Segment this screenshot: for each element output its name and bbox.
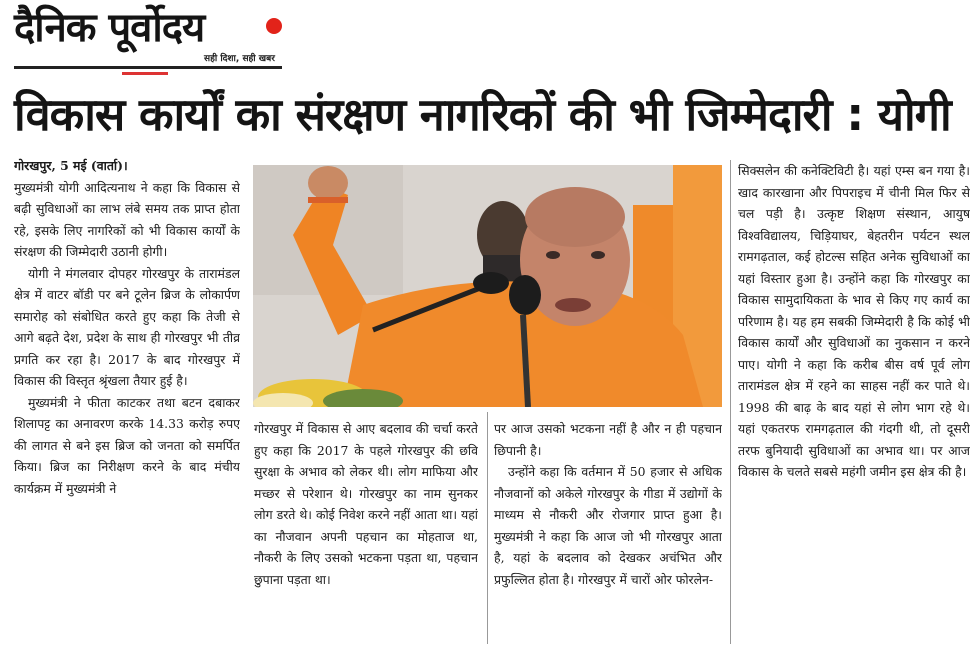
article-headline: विकास कार्यों का संरक्षण नागरिकों की भी जिम्मेदारी : योगी [14, 88, 951, 141]
article-paragraph: गोरखपुर में विकास से आए बदलाव की चर्चा करते हुए कहा कि 2017 के पहले गोरखपुर की छवि सुरक्षा के अभाव को लेकर थी। लोग माफिया और मच्छर से परेशान थे। गोरखपुर का नाम सुनकर लोग डरते थे। कोई निवेश करने नहीं आता था। यहां का नौजवान अपनी पहचान का मोहताज था, नौकरी के लिए उसको भटकना पड़ता था, पहचान छुपाना पड़ता था। [254, 421, 478, 587]
logo-red-dot [266, 18, 282, 34]
masthead-rule [14, 66, 282, 69]
article-paragraph: उन्होंने कहा कि वर्तमान में 50 हजार से अधिक नौजवानों को अकेले गोरखपुर के गीडा में उद्योगों के माध्यम से नौकरी और रोजगार प्राप्त हुआ है। मुख्यमंत्री ने कहा कि आज जो भी गोरखपुर आता है, यहां के बदलाव को देखकर अचंभित और प्रफुल्लित होता है। गोरखपुर में चारों ओर फोरलेन- [494, 464, 722, 587]
speaker-photo-illustration [253, 165, 722, 407]
article-paragraph: सिक्सलेन की कनेक्टिविटी है। यहां एम्स बन गया है। खाद कारखाना और पिपराइच में चीनी मिल फिर से चल पड़ी है। उत्कृष्ट शिक्षण संस्थान, आयुष विश्वविद्यालय, चिड़ियाघर, बेहतरीन पर्यटन स्थल रामगढ़ताल, कई होटल्स सहित अनेक सुविधाओं का यहां विस्तार हुआ है। उन्होंने कहा कि गोरखपुर का विकास सामुदायिकता के भाव से किए गए कार्य का परिणाम है। यह हम सबकी जिम्मेदारी है कि कोई भी विकास कार्यों और सुविधाओं का नुकसान न करने पाए। योगी ने कहा कि करीब बीस वर्ष पूर्व लोग तारामंडल क्षेत्र में रहने का साहस नहीं कर पाते थे। 1998 की बाढ़ के बाद यहां से लोग भाग रहे थे। यहां एकतरफ रामगढ़ताल की गंदगी थी, तो दूसरी तरफ बुनियादी सुविधाओं का अभाव था। पर आज विकास के चलते सबसे महंगी जमीन इस क्षेत्र की है। [738, 163, 970, 479]
masthead-tagline: सही दिशा, सही खबर [204, 54, 275, 64]
paragraph-text: मुख्यमंत्री योगी आदित्यनाथ ने कहा कि विकास से बढ़ी सुविधाओं का लाभ लंबे समय तक प्राप्त होता रहे, इसके लिए नागरिकों को भी विकास कार्यों के संरक्षण की जिम्मेदारी उठानी होगी। [14, 179, 240, 259]
article-column-4 [738, 160, 970, 646]
article-paragraph: मुख्यमंत्री ने फीता काटकर तथा बटन दबाकर शिलापट्ट का अनावरण करके 14.33 करोड़ रुपए की लागत से बने इस ब्रिज को जनता को समर्पित किया। ब्रिज का निरीक्षण करने के बाद मंचीय कार्यक्रम में मुख्यमंत्री ने [14, 394, 240, 496]
masthead [14, 4, 294, 74]
newspaper-logo: दैनिक पूर्वोदय [14, 5, 205, 51]
column-divider [730, 160, 731, 644]
masthead-red-mark [122, 72, 168, 75]
article-photo [253, 165, 722, 407]
column-divider [487, 412, 488, 644]
article-paragraph: योगी ने मंगलवार दोपहर गोरखपुर के तारामंडल क्षेत्र में वाटर बॉडी पर बने टूलेन ब्रिज के लोकार्पण समारोह को संबोधित करते हुए कहा कि तेजी से आगे बढ़ते देश, प्रदेश के साथ ही गोरखपुर भी तीव्र प्रगति कर रहा है। 2017 के बाद गोरखपुर में विकास की विस्तृत श्रृंखला तैयार हुई है। [14, 265, 240, 388]
dateline: गोरखपुर, 5 मई (वार्ता)। [14, 158, 128, 173]
article-column-3 [494, 418, 722, 646]
article-column-1 [14, 155, 240, 645]
article-paragraph: पर आज उसको भटकना नहीं है और न ही पहचान छिपानी है। [494, 421, 722, 458]
article-paragraph [14, 155, 240, 263]
article-column-2 [254, 418, 478, 646]
